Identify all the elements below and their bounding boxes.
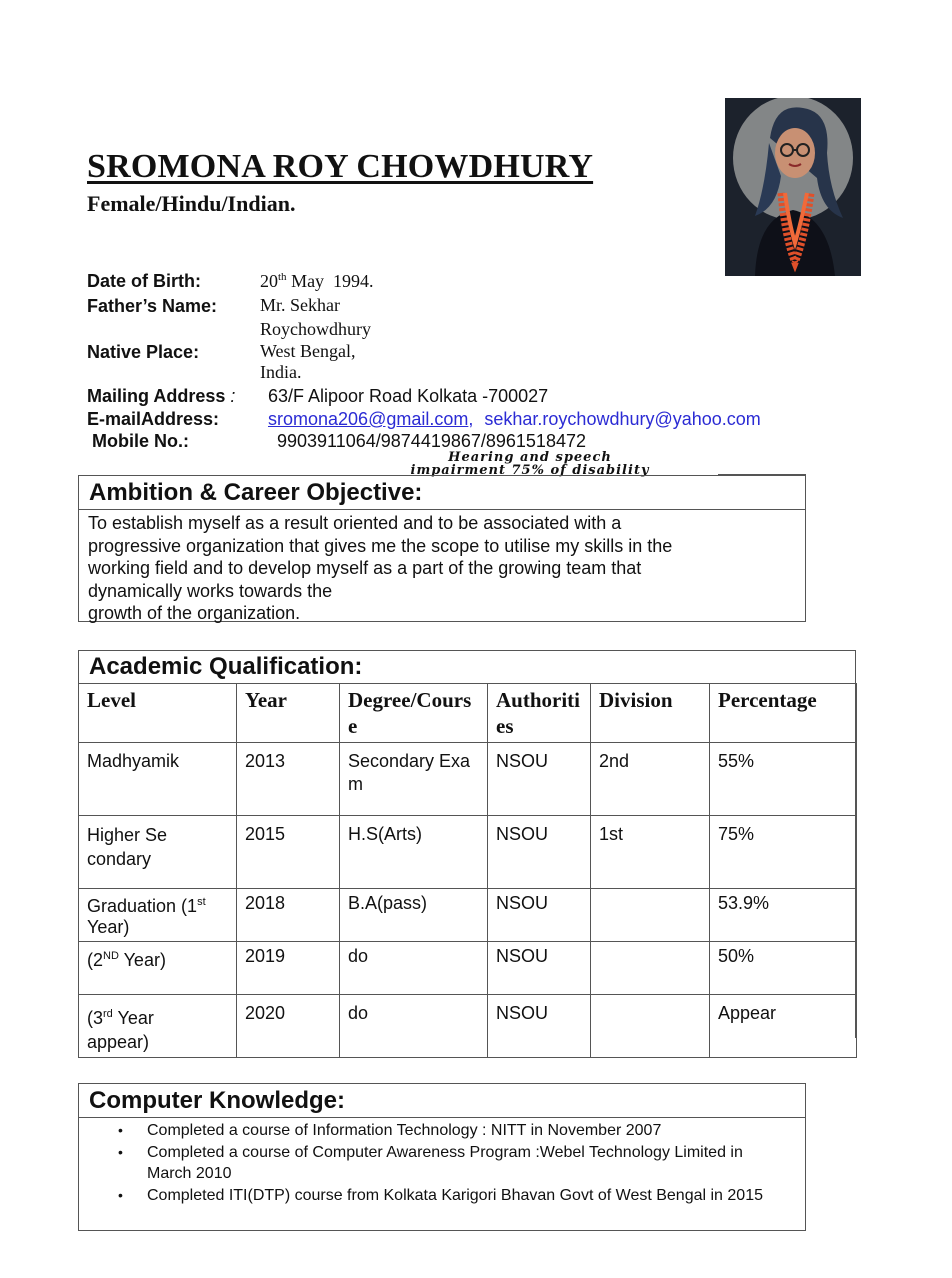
cell-authority: NSOU: [488, 889, 591, 942]
candidate-name: SROMONA ROY CHOWDHURY: [87, 148, 594, 185]
cell-authority: NSOU: [488, 942, 591, 995]
cell-division: [591, 942, 710, 995]
cell-degree: H.S(Arts): [340, 816, 488, 889]
email-label: E-mailAddress:: [87, 409, 220, 429]
cell-degree: B.A(pass): [340, 889, 488, 942]
table-row: [79, 995, 857, 1058]
native-place-label: Native Place:: [87, 342, 200, 362]
objective-line: To establish myself as a result oriented and to be associated with a: [88, 513, 622, 533]
objective-line: progressive organization that gives me the scope to utilise my skills in the: [88, 535, 673, 556]
cell-authority: NSOU: [488, 743, 591, 816]
column-header-percentage: Percentage: [710, 684, 857, 743]
cell-division: [591, 889, 710, 942]
father-name-line2: Roychowdhury: [260, 319, 371, 339]
cell-degree: Secondary Exam: [340, 743, 488, 816]
mobile-label: Mobile No.:: [92, 431, 189, 451]
cell-degree: do: [340, 942, 488, 995]
father-name-label: Father’s Name:: [87, 296, 218, 316]
profile-photo-icon: [725, 98, 861, 276]
table-row: [79, 816, 857, 889]
cell-percentage: 50%: [710, 942, 857, 995]
email-primary-link[interactable]: sromona206@gmail.com: [268, 409, 469, 429]
academic-heading: Academic Qualification:: [89, 653, 363, 680]
bullet-icon: •: [118, 1143, 123, 1160]
father-name-line1: Mr. Sekhar: [260, 295, 340, 315]
cell-percentage: 55%: [710, 743, 857, 816]
objective-line: dynamically works towards the: [88, 580, 333, 601]
gender-religion-nationality: Female/Hindu/Indian.: [87, 191, 296, 216]
email-secondary-link[interactable]: sekhar.roychowdhury@yahoo.com: [484, 409, 761, 429]
cell-level: Madhyamik: [79, 743, 237, 816]
email-separator: ,: [468, 409, 474, 429]
cell-division: 2nd: [591, 743, 710, 816]
table-header-row: [79, 684, 857, 743]
email-values: [268, 409, 761, 430]
cell-level: Graduation (1st Year): [79, 889, 237, 942]
handwritten-note-line1: Hearing and speech: [448, 450, 612, 465]
mailing-address-value: 63/F Alipoor Road Kolkata -700027: [268, 386, 549, 406]
cell-year: 2015: [237, 816, 340, 889]
bullet-icon: •: [118, 1122, 123, 1138]
objective-section: [78, 475, 806, 622]
cell-year: 2018: [237, 889, 340, 942]
cell-authority: NSOU: [488, 995, 591, 1058]
mobile-value: 9903911064/9874419867/8961518472: [277, 431, 586, 451]
column-header-degree: Degree/Course: [340, 684, 488, 743]
cell-year: 2013: [237, 743, 340, 816]
academic-section: [78, 650, 856, 1052]
list-item: • Completed a course of Computer Awareness Program :Webel Technology Limited in March 2010: [118, 1143, 743, 1182]
table-row: [79, 889, 857, 942]
cell-percentage: 53.9%: [710, 889, 857, 942]
cell-division: 1st: [591, 816, 710, 889]
cell-division: [591, 995, 710, 1058]
table-row: [79, 743, 857, 816]
computer-knowledge-heading: Computer Knowledge:: [79, 1084, 805, 1118]
column-header-authorities: Authorities: [488, 684, 591, 743]
native-place-line1: West Bengal,: [260, 341, 356, 361]
column-header-level: Level: [79, 684, 237, 743]
dob-label: Date of Birth:: [87, 271, 201, 291]
list-item: • Completed a course of Information Technology : NITT in November 2007: [147, 1120, 805, 1142]
column-header-division: Division: [591, 684, 710, 743]
cell-authority: NSOU: [488, 816, 591, 889]
cell-year: 2020: [237, 995, 340, 1058]
objective-line: working field and to develop myself as a part of the growing team that: [88, 558, 642, 579]
mailing-address-label: Mailing Address :: [87, 386, 236, 406]
profile-photo: [725, 98, 861, 276]
native-place-line2: India.: [260, 362, 302, 382]
cell-percentage: 75%: [710, 816, 857, 889]
cell-level: (3rd Year appear): [79, 995, 237, 1058]
computer-knowledge-section: [78, 1083, 806, 1231]
cell-level: (2ND Year): [79, 942, 237, 995]
objective-line: growth of the organization.: [88, 603, 301, 624]
table-row: [79, 942, 857, 995]
objective-heading: Ambition & Career Objective:: [79, 476, 805, 510]
computer-knowledge-list: [79, 1118, 805, 1206]
handwritten-note-line2: impairment 75% of disability: [410, 463, 650, 478]
cell-percentage: Appear: [710, 995, 857, 1058]
cell-level: Higher Secondary: [79, 816, 237, 889]
dob-value: 20th May 1994.: [260, 271, 374, 291]
cell-year: 2019: [237, 942, 340, 995]
cell-degree: do: [340, 995, 488, 1058]
list-item: • Completed ITI(DTP) course from Kolkata Karigori Bhavan Govt of West Bengal in 2015: [147, 1185, 805, 1207]
academic-table: [78, 683, 857, 1058]
handwritten-note: [345, 451, 715, 477]
bullet-icon: •: [118, 1186, 123, 1203]
column-header-year: Year: [237, 684, 340, 743]
objective-text: [79, 510, 805, 627]
